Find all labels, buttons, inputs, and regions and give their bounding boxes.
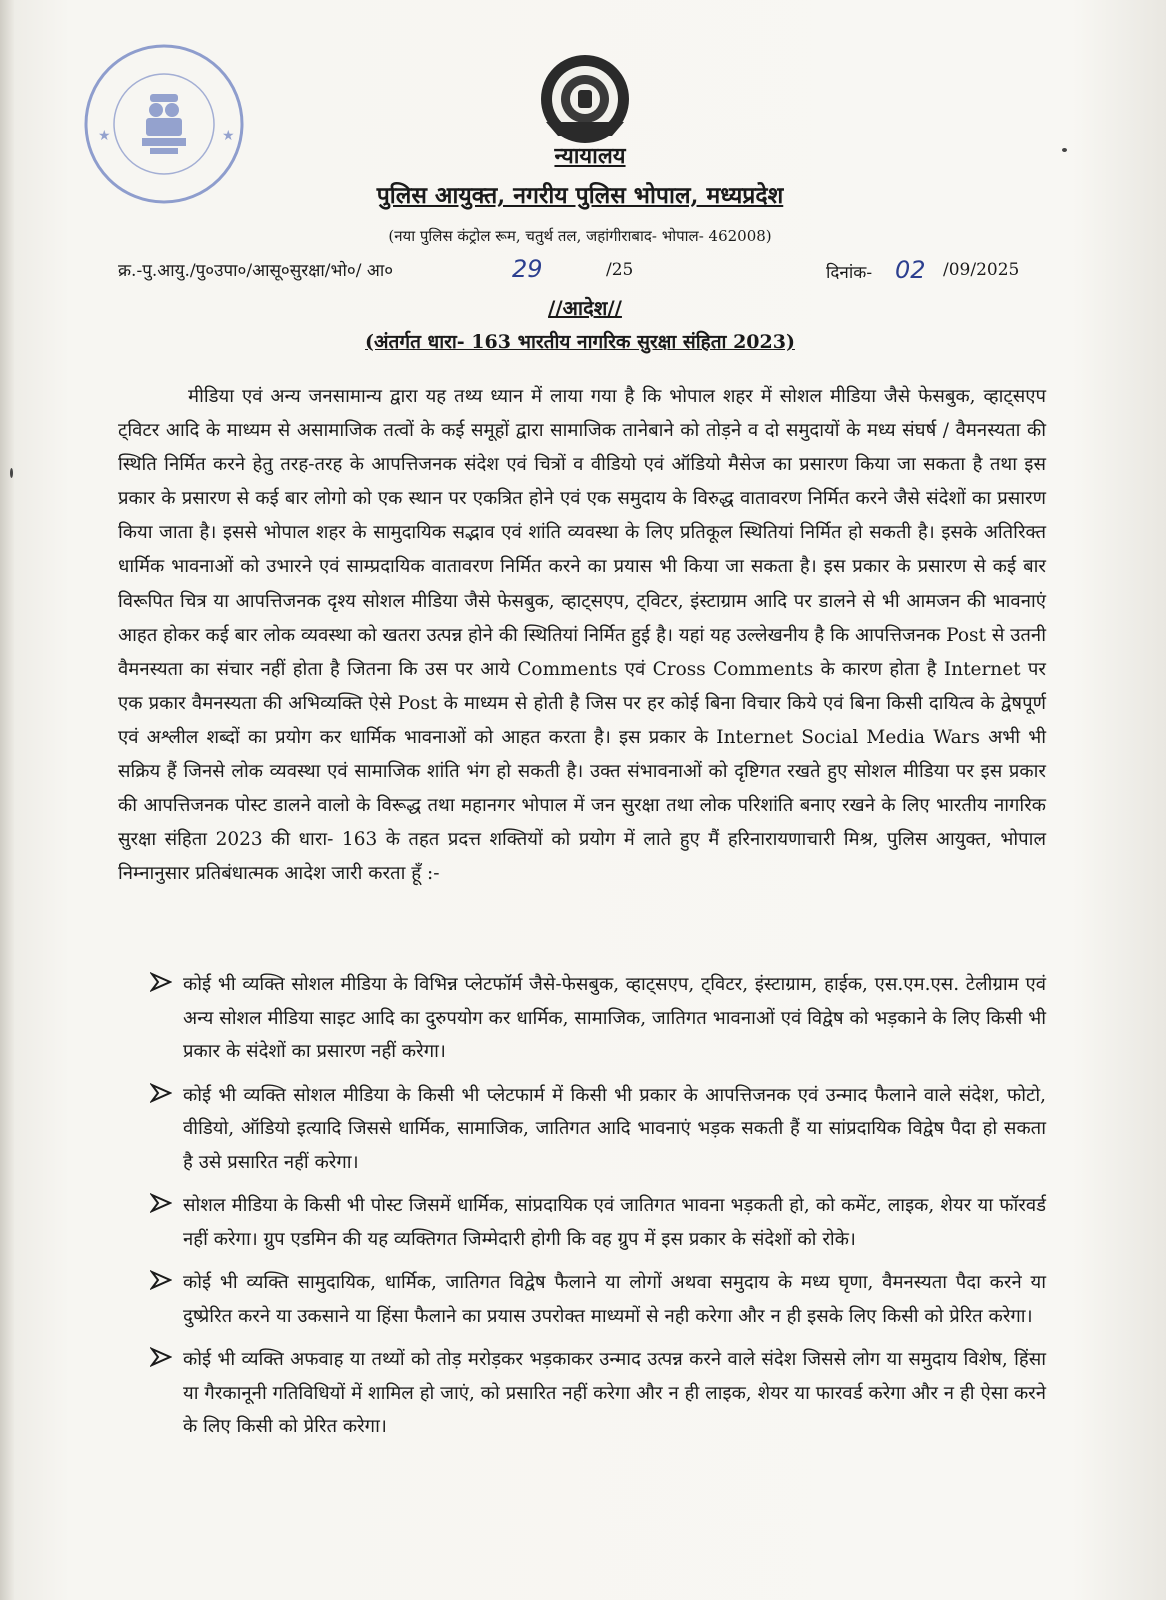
directive-text: कोई भी व्यक्ति सोशल मीडिया के किसी भी प्लेटफार्म में किसी भी प्रकार के आपत्तिजनक एवं उन्माद फैलाने वाले संदेश, फोटो, वीडियो, ऑडियो इत्यादि जिससे धार्मिक, सामाजिक, जातिगत आदि भावनाएं भड़क सकती हैं या सांप्रदायिक विद्वेष पैदा हो सकता है उसे प्रसारित नहीं करेगा।: [183, 1084, 1046, 1173]
reference-year: /25: [606, 260, 634, 280]
directive-item: [150, 1079, 1046, 1180]
reference-prefix: क्र.-पु.आयु./पु०उपा०/आसू०सुरक्षा/भो०/ आ०: [118, 261, 394, 281]
directive-item: [150, 1189, 1046, 1256]
order-paragraph: मीडिया एवं अन्य जनसामान्य द्वारा यह तथ्य ध्यान में लाया गया है कि भोपाल शहर में सोशल मीडिया जैसे फेसबुक, व्हाट्सएप ट्विटर आदि के माध्यम से असामाजिक तत्वों के कई समूहों द्वारा सामाजिक तानेबाने को तोड़ने व दो समुदायों के मध्य संघर्ष / वैमनस्यता की स्थिति निर्मित करने हेतु तरह-तरह के आपत्तिजनक संदेश एवं चित्रों व वीडियो एवं ऑडियो मैसेज का प्रसारण किया जा सकता है तथा इस प्रकार के प्रसारण से कई बार लोगो को एक स्थान पर एकत्रित होने एवं एक समुदाय के विरुद्ध वातावरण निर्मित करने जैसे संदेशों का प्रसारण किया जाता है। इससे भोपाल शहर के सामुदायिक सद्भाव एवं शांति व्यवस्था के लिए प्रतिकूल स्थितियां निर्मित हो सकती है। इसके अतिरिक्त धार्मिक भावनाओं को उभारने एवं साम्प्रदायिक वातावरण निर्मित करने का प्रयास भी किया जा सकता है। इस प्रकार के प्रसारण से कई बार विरूपित चित्र या आपत्तिजनक दृश्य सोशल मीडिया जैसे फेसबुक, व्हाट्सएप, ट्विटर, इंस्टाग्राम आदि पर डालने से भी आमजन की भावनाएं आहत होकर कई बार लोक व्यवस्था को खतरा उत्पन्न होने की स्थितियां निर्मित हुई है। यहां यह उल्लेखनीय है कि आपत्तिजनक Post से उतनी वैमनस्यता का संचार नहीं होता है जितना कि उस पर आये Comments एवं Cross Comments के कारण होता है Internet पर एक प्रकार वैमनस्यता की अभिव्यक्ति ऐसे Post के माध्यम से होती है जिस पर हर कोई बिना विचार किये एवं बिना किसी दायित्व के द्वेषपूर्ण एवं अश्लील शब्दों का प्रयोग कर धार्मिक भावनाओं को आहत करता है। इस प्रकार के Internet Social Media Wars अभी भी सक्रिय हैं जिनसे लोक व्यवस्था एवं सामाजिक शांति भंग हो सकती है। उक्त संभावनाओं को दृष्टिगत रखते हुए सोशल मीडिया पर इस प्रकार की आपत्तिजनक पोस्ट डालने वालो के विरूद्ध तथा महानगर भोपाल में जन सुरक्षा तथा लोक परिशांति बनाए रखने के लिए भारतीय नागरिक सुरक्षा संहिता 2023 की धारा- 163 के तहत प्रदत्त शक्तियों को प्रयोग में लाते हुए मैं हरिनारायणाचारी मिश्र, पुलिस आयुक्त, भोपाल निम्नानुसार प्रतिबंधात्मक आदेश जारी करता हूँ :-: [118, 386, 1046, 885]
office-address: (नया पुलिस कंट्रोल रूम, चतुर्थ तल, जहांगीराबाद- भोपाल- 462008): [388, 227, 772, 245]
directive-item: [150, 1343, 1046, 1444]
date-day-handwritten: 02: [895, 256, 926, 284]
arrow-bullet-icon: [150, 1082, 172, 1104]
scan-speck: [10, 468, 13, 478]
directive-text: कोई भी व्यक्ति अफवाह या तथ्यों को तोड़ मरोड़कर भड़काकर उन्माद उत्पन्न करने वाले संदेश जिससे लोग या समुदाय विशेष, हिंसा या गैरकानूनी गतिविधियों में शामिल हो जाएं, को प्रसारित नहीं करेगा और न ही लाइक, शेयर या फारवर्ड करेगा और न ही ऐसा करने के लिए किसी को प्रेरित करेगा।: [183, 1349, 1046, 1437]
court-title: न्यायालय: [554, 143, 626, 169]
order-title: //आदेश//: [548, 296, 622, 320]
reference-number-handwritten: 29: [512, 255, 543, 283]
scan-speck: [1062, 148, 1067, 152]
svg-text:★: ★: [98, 128, 111, 144]
directive-item: [150, 968, 1046, 1069]
directive-text: कोई भी व्यक्ति सामुदायिक, धार्मिक, जातिगत विद्वेष फैलाने या लोगों अथवा समुदाय के मध्य घृणा, वैमनस्यता पैदा करने या दुष्प्रेरित करने या उकसाने या हिंसा फैलाने का प्रयास उपरोक्त माध्यमों से नही करेगा और न ही इसके लिए किसी को प्रेरित करेगा।: [183, 1272, 1046, 1327]
arrow-bullet-icon: [150, 1192, 172, 1214]
scan-edge: [0, 0, 14, 1600]
police-emblem-icon: [538, 52, 632, 146]
order-subtitle: (अंतर्गत धारा- 163 भारतीय नागरिक सुरक्षा संहिता 2023): [365, 331, 795, 353]
date-label: दिनांक-: [826, 263, 873, 283]
date-month-year: /09/2025: [943, 260, 1020, 280]
directive-item: [150, 1266, 1046, 1333]
directive-text: सोशल मीडिया के किसी भी पोस्ट जिसमें धार्मिक, सांप्रदायिक एवं जातिगत भावना भड़कती हो, को कमेंट, लाइक, शेयर या फॉरवर्ड नहीं करेगा। ग्रुप एडमिन की यह व्यक्तिगत जिम्मेदारी होगी कि वह ग्रुप में इस प्रकार के संदेशों को रोके।: [183, 1195, 1046, 1250]
arrow-bullet-icon: [150, 1346, 172, 1368]
svg-text:★: ★: [222, 128, 235, 144]
directive-text: कोई भी व्यक्ति सोशल मीडिया के विभिन्न प्लेटफॉर्म जैसे-फेसबुक, व्हाट्सएप, ट्विटर, इंस्टाग्राम, हाईक, एस.एम.एस. टेलीग्राम एवं अन्य सोशल मीडिया साइट आदि का दुरुपयोग कर धार्मिक, सामाजिक, जातिगत भावनाओं एवं विद्वेष को भड़काने के लिए किसी भी प्रकार के संदेशों का प्रसारण नहीं करेगा।: [183, 974, 1046, 1062]
arrow-bullet-icon: [150, 971, 172, 993]
office-title: पुलिस आयुक्त, नगरीय पुलिस भोपाल, मध्यप्रदेश: [376, 182, 784, 209]
arrow-bullet-icon: [150, 1269, 172, 1291]
directive-list: [150, 968, 1046, 1454]
